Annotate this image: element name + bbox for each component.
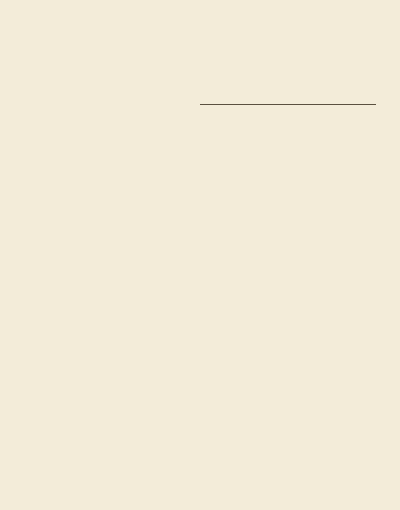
annex-underline	[200, 104, 376, 105]
